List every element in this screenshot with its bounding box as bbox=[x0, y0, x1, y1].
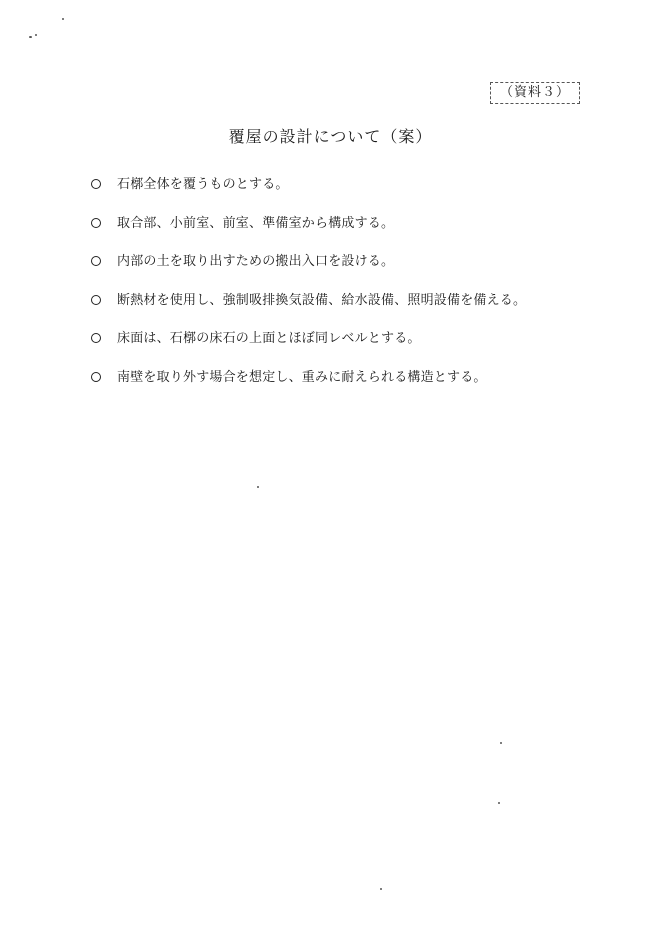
list-item bbox=[91, 176, 631, 215]
scan-speck bbox=[380, 888, 382, 890]
scan-speck bbox=[500, 742, 502, 744]
list-item-text: 取合部、小前室、前室、準備室から構成する。 bbox=[117, 215, 395, 231]
circle-bullet-icon bbox=[91, 218, 101, 228]
document-label: （資料３） bbox=[490, 82, 580, 104]
item-list bbox=[91, 176, 631, 407]
scan-speck bbox=[35, 34, 37, 36]
list-item bbox=[91, 253, 631, 292]
document-title: 覆屋の設計について（案） bbox=[228, 127, 433, 146]
list-item-text: 床面は、石槨の床石の上面とほぼ同レベルとする。 bbox=[117, 331, 421, 346]
scan-speck bbox=[498, 802, 500, 804]
list-item-text: 石槨全体を覆うものとする。 bbox=[117, 177, 289, 192]
circle-bullet-icon bbox=[91, 333, 101, 343]
circle-bullet-icon bbox=[91, 372, 101, 382]
list-item bbox=[91, 330, 631, 369]
scan-speck bbox=[257, 486, 259, 488]
list-item bbox=[91, 215, 631, 254]
list-item-text: 断熱材を使用し、強制吸排換気設備、給水設備、照明設備を備える。 bbox=[117, 292, 527, 308]
scan-speck bbox=[62, 18, 64, 20]
list-item bbox=[91, 292, 631, 331]
list-item-text: 内部の土を取り出すための搬出入口を設ける。 bbox=[117, 254, 395, 269]
circle-bullet-icon bbox=[91, 179, 101, 189]
circle-bullet-icon bbox=[91, 256, 101, 266]
circle-bullet-icon bbox=[91, 295, 101, 305]
list-item-text: 南壁を取り外す場合を想定し、重みに耐えられる構造とする。 bbox=[117, 369, 487, 385]
scan-speck bbox=[29, 36, 32, 38]
list-item bbox=[91, 369, 631, 408]
